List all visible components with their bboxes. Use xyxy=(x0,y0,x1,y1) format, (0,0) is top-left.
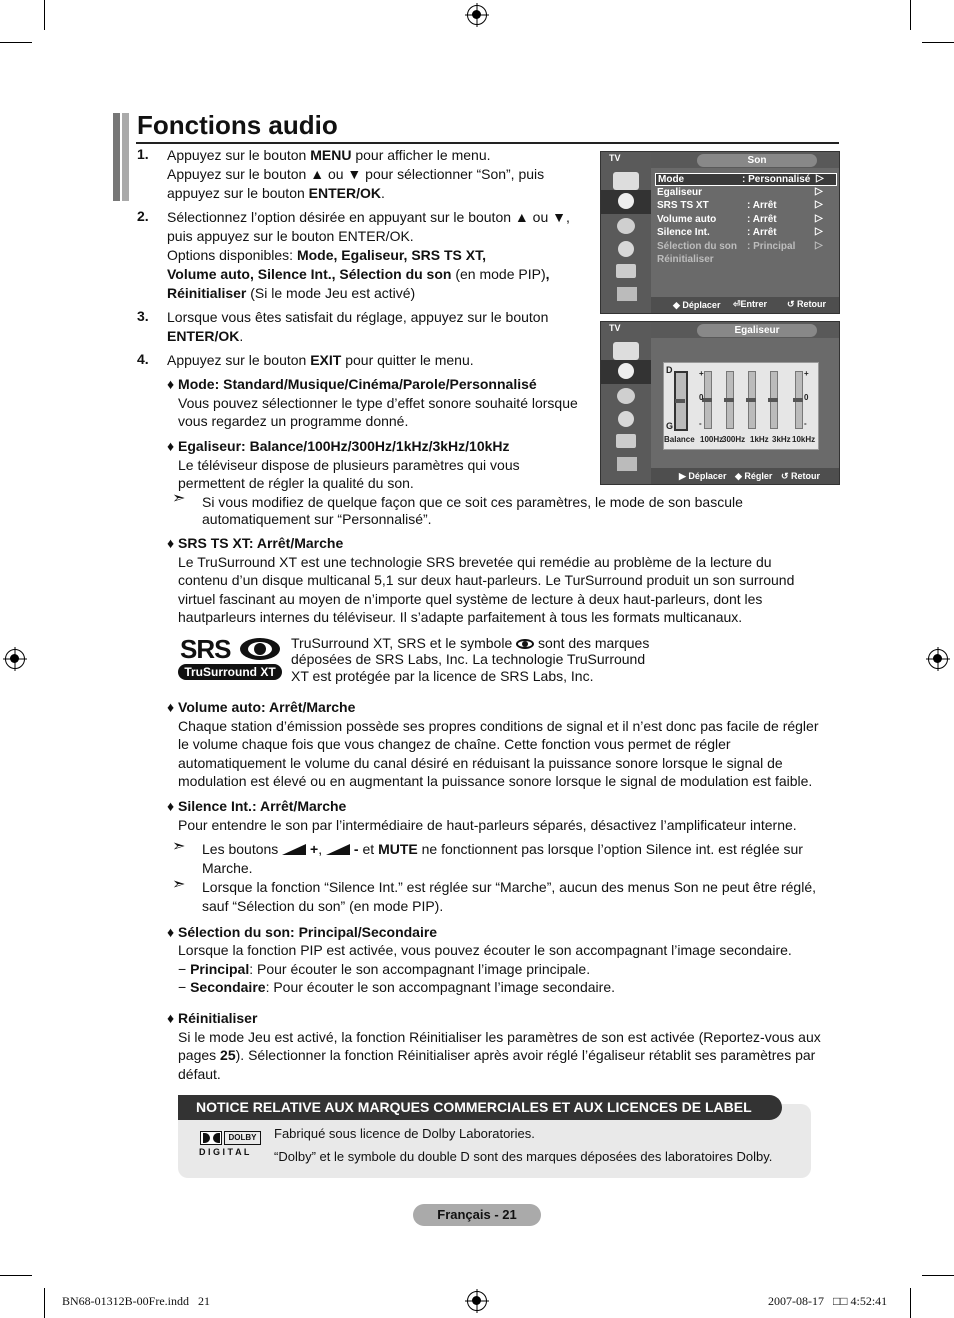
dolby-logo xyxy=(198,1130,264,1160)
tv-menu-son xyxy=(600,151,840,314)
eq-scale-mark: - xyxy=(804,419,807,428)
page-title: Fonctions audio xyxy=(137,110,338,140)
step-number: 4. xyxy=(137,351,149,367)
registration-mark-icon xyxy=(928,649,948,669)
menu-content xyxy=(651,338,839,468)
footer-move: ▶ Déplacer xyxy=(679,471,727,481)
page-number: Français - 21 xyxy=(413,1204,541,1226)
step-line: Réinitialiser (Si le mode Jeu est activé) xyxy=(167,285,416,301)
menu-row-value: : Arrêt xyxy=(747,214,777,225)
mode-heading: ♦ Mode: Standard/Musique/Cinéma/Parole/Personnalisé xyxy=(167,376,537,392)
menu-header: Egaliseur xyxy=(697,324,817,337)
input-icon xyxy=(616,434,636,448)
silence-heading: ♦ Silence Int.: Arrêt/Marche xyxy=(167,798,347,814)
note-arrow-icon: ➣ xyxy=(172,876,186,893)
eq-slider[interactable] xyxy=(795,371,803,429)
menu-row-label: Egaliseur xyxy=(657,187,703,198)
menu-content xyxy=(651,168,839,297)
channel-icon xyxy=(617,388,635,404)
step-line: Volume auto, Silence Int., Sélection du son (en mode PIP), xyxy=(167,266,550,282)
tv-label: TV xyxy=(609,323,621,333)
step-number: 1. xyxy=(137,146,149,162)
application-icon xyxy=(617,287,637,301)
reinit-body-1: Si le mode Jeu est activé, la fonction Réinitialiser les paramètres de son est activée (Reportez-vous aux xyxy=(178,1029,821,1045)
sound-icon[interactable] xyxy=(618,363,634,379)
notice-line-2: “Dolby” et le symbole du double D sont des marques déposées des laboratoires Dolby. xyxy=(274,1149,773,1164)
menu-row-arrow-icon: ▷ xyxy=(815,213,823,224)
step-line: Sélectionnez l’option désirée en appuyant sur le bouton ▲ ou ▼, xyxy=(167,209,570,225)
step-line: appuyez sur le bouton ENTER/OK. xyxy=(167,185,385,201)
title-bar-decoration xyxy=(122,113,129,201)
silence-note-2b: sauf “Sélection du son” (en mode PIP). xyxy=(202,898,444,914)
footer-back: ↺ Retour xyxy=(781,471,821,481)
silence-note-2: Lorsque la fonction “Silence Int.” est réglée sur “Marche”, aucun des menus Son ne peut être réglé, xyxy=(202,879,817,895)
selection-body: Lorsque la fonction PIP est activée, vous pouvez écouter le son accompagnant l’image secondaire. xyxy=(178,942,792,958)
eq-scale-mark: 0 xyxy=(699,393,704,402)
menu-row[interactable] xyxy=(655,227,837,240)
footer-back: ↺ Retour xyxy=(787,299,827,309)
srs-logo-text: SRS xyxy=(180,634,231,664)
egaliseur-heading: ♦ Egaliseur: Balance/100Hz/300Hz/1kHz/3kHz/10kHz xyxy=(167,438,510,454)
footer-move: ◆ Déplacer xyxy=(673,300,721,310)
volume-body-1: Chaque station d’émission possède ses propres conditions de signal et il n’est donc pas facile de régler xyxy=(178,718,819,734)
srs-body-4: hautparleurs internes du téléviseur. Il s’adapte parfaitement à tous les formats multicanaux. xyxy=(178,609,743,625)
sound-icon[interactable] xyxy=(618,193,634,209)
step-line: Options disponibles: Mode, Egaliseur, SRS TS XT, xyxy=(167,247,487,263)
footer-adjust: ◆ Régler xyxy=(735,471,773,481)
volume-down-icon xyxy=(326,844,350,855)
eq-scale-mark: 0 xyxy=(804,393,809,402)
reinit-heading: ♦ Réinitialiser xyxy=(167,1010,258,1026)
menu-row[interactable] xyxy=(655,241,837,254)
srs-body-1: Le TruSurround XT est une technologie SRS brevetée qui remédie au problème de la lecture du xyxy=(178,554,772,570)
menu-row-value: : Arrêt xyxy=(747,227,777,238)
silence-note-1: Les boutons +, - et MUTE ne fonctionnent pas lorsque l’option Silence int. est réglée sur xyxy=(202,841,803,857)
menu-row-arrow-icon: ▷ xyxy=(816,173,824,184)
eq-d-label: D xyxy=(666,365,673,375)
step-line: puis appuyez sur le bouton ENTER/OK. xyxy=(167,228,414,244)
eq-slider-knob[interactable] xyxy=(746,398,756,402)
volume-heading: ♦ Volume auto: Arrêt/Marche xyxy=(167,699,356,715)
menu-row-label: Silence Int. xyxy=(657,227,710,238)
step-line: Lorsque vous êtes satisfait du réglage, appuyez sur le bouton xyxy=(167,309,549,325)
menu-row-label: SRS TS XT xyxy=(657,200,709,211)
menu-row-arrow-icon: ▷ xyxy=(815,199,823,210)
menu-row-label: Mode xyxy=(658,174,685,185)
eq-slider[interactable] xyxy=(748,371,756,429)
eq-slider-knob[interactable] xyxy=(675,399,685,403)
menu-row[interactable] xyxy=(655,173,837,186)
reinit-body-3: défaut. xyxy=(178,1066,221,1082)
reinit-body-2: pages 25). Sélectionner la fonction Réinitialiser après avoir réglé l’égaliseur rétablit ses paramètres par xyxy=(178,1047,816,1063)
srs-logo-sub: TruSurround XT xyxy=(178,664,282,680)
menu-row-label: Volume auto xyxy=(657,214,717,225)
mode-body-1: Vous pouvez sélectionner le type d’effet sonore souhaité lorsque xyxy=(178,395,578,411)
srs-trademark-1: TruSurround XT, SRS et le symbole sont des marques xyxy=(291,635,650,651)
step-line: Appuyez sur le bouton MENU pour afficher le menu. xyxy=(167,147,491,163)
dolby-double-d-icon xyxy=(200,1131,222,1145)
egaliseur-body-1: Le téléviseur dispose de plusieurs paramètres qui vous xyxy=(178,457,520,473)
silence-note-1b: Marche. xyxy=(202,860,253,876)
selection-heading: ♦ Sélection du son: Principal/Secondaire xyxy=(167,924,438,940)
menu-row-value: : Arrêt xyxy=(747,200,777,211)
eq-scale-mark: + xyxy=(804,369,809,378)
srs-heading: ♦ SRS TS XT: Arrêt/Marche xyxy=(167,535,344,551)
step-number: 3. xyxy=(137,308,149,324)
eq-slider[interactable] xyxy=(704,371,712,429)
volume-body-4: modulation est élevé ou en augmentant la puissance sonore lorsque le signal de modulation est faible. xyxy=(178,773,813,789)
application-icon xyxy=(617,457,637,471)
registration-mark-icon xyxy=(467,1291,487,1311)
menu-row[interactable] xyxy=(655,214,837,227)
menu-row-arrow-icon: ▷ xyxy=(815,186,823,197)
menu-row[interactable] xyxy=(655,187,837,200)
picture-icon xyxy=(613,172,639,190)
eq-slider[interactable] xyxy=(770,371,778,429)
menu-row-label: Sélection du son xyxy=(657,241,738,252)
title-rule xyxy=(136,142,839,144)
srs-body-2: contenu d’un disque multicanal 5,1 sur deux haut-parleurs. Le TurSurround produit un son surround xyxy=(178,572,795,588)
dolby-word: DOLBY xyxy=(224,1131,261,1145)
egaliseur-note-2: automatiquement sur “Personnalisé”. xyxy=(202,511,432,527)
srs-trademark-2: déposées de SRS Labs, Inc. La technologie TruSurround xyxy=(291,651,646,667)
menu-row-arrow-icon: ▷ xyxy=(815,226,823,237)
setup-icon xyxy=(618,241,634,257)
eq-band-label: 10kHz xyxy=(792,435,816,444)
egaliseur-note-1: Si vous modifiez de quelque façon que ce soit ces paramètres, le mode de son bascule xyxy=(202,494,743,510)
eq-band-label: 1kHz xyxy=(750,435,769,444)
menu-row-arrow-icon: ▷ xyxy=(815,240,823,251)
srs-trademark-3: XT est protégée par la licence de SRS Labs, Inc. xyxy=(291,668,594,684)
registration-mark-icon xyxy=(5,649,25,669)
srs-body-3: virtuel fascinant au moyen de n’importe quel système de lecture à deux haut-parleurs, dont les xyxy=(178,591,763,607)
eq-band-label: 3kHz xyxy=(772,435,791,444)
picture-icon xyxy=(613,342,639,360)
step-line: Appuyez sur le bouton ▲ ou ▼ pour sélectionner “Son”, puis xyxy=(167,166,545,182)
setup-icon xyxy=(618,411,634,427)
step-number: 2. xyxy=(137,208,149,224)
menu-row-value: : Principal xyxy=(747,241,796,252)
menu-footer xyxy=(651,468,839,484)
eq-band-label: Balance xyxy=(664,435,695,444)
step-line: Appuyez sur le bouton EXIT pour quitter le menu. xyxy=(167,352,474,368)
eq-slider-knob[interactable] xyxy=(793,398,803,402)
note-arrow-icon: ➣ xyxy=(172,838,186,855)
slug-file: BN68-01312B-00Fre.indd 21 xyxy=(62,1294,210,1308)
eq-band-label: 300Hz xyxy=(722,435,746,444)
eq-band-label: 100Hz xyxy=(700,435,724,444)
eq-g-label: G xyxy=(666,421,674,431)
eq-slider-knob[interactable] xyxy=(702,398,712,402)
menu-row[interactable] xyxy=(655,254,837,267)
footer-enter: ⏎Entrer xyxy=(733,299,768,309)
channel-icon xyxy=(617,218,635,234)
step-line: ENTER/OK. xyxy=(167,328,244,344)
volume-up-icon xyxy=(282,844,306,855)
menu-row-label: Réinitialiser xyxy=(657,254,714,265)
registration-mark-icon xyxy=(467,5,487,25)
volume-body-2: le volume chaque fois que vous changez de chaîne. Cette fonction vous permet de régler xyxy=(178,736,731,752)
mode-body-2: vous regardez un programme donné. xyxy=(178,413,409,429)
egaliseur-body-2: permettent de régler la qualité du son. xyxy=(178,475,414,491)
notice-header: NOTICE RELATIVE AUX MARQUES COMMERCIALES ET AUX LICENCES DE LABEL xyxy=(178,1095,782,1120)
equalizer-panel xyxy=(663,362,819,450)
eq-slider-knob[interactable] xyxy=(724,398,734,402)
title-bar-decoration xyxy=(113,113,120,201)
note-arrow-icon: ➣ xyxy=(172,490,186,507)
eq-scale-mark: - xyxy=(699,419,702,428)
srs-eye-icon xyxy=(240,638,280,660)
menu-row[interactable] xyxy=(655,200,837,213)
menu-footer xyxy=(651,297,839,313)
menu-header: Son xyxy=(697,154,817,167)
input-icon xyxy=(616,264,636,278)
eq-scale-mark: + xyxy=(699,369,704,378)
volume-body-3: automatiquement le volume du canal désiré en réduisant la puissance sonore lorsque le signal de xyxy=(178,755,783,771)
menu-row-value: : Personnalisé xyxy=(742,174,811,185)
srs-eye-small-icon xyxy=(516,639,534,649)
tv-menu-egaliseur xyxy=(600,321,840,485)
dolby-sub: D I G I T A L xyxy=(199,1147,250,1157)
tv-label: TV xyxy=(609,153,621,163)
selection-secondaire: − Secondaire: Pour écouter le son accompagnant l’image secondaire. xyxy=(178,979,615,995)
srs-logo xyxy=(178,634,283,682)
slug-date: 2007-08-17 □□ 4:52:41 xyxy=(768,1294,888,1308)
eq-slider[interactable] xyxy=(674,371,688,431)
eq-slider[interactable] xyxy=(726,371,734,429)
selection-principal: − Principal: Pour écouter le son accompagnant l’image principale. xyxy=(178,961,591,977)
eq-slider-knob[interactable] xyxy=(768,398,778,402)
notice-line-1: Fabriqué sous licence de Dolby Laboratories. xyxy=(274,1126,535,1141)
silence-body: Pour entendre le son par l’intermédiaire de haut-parleurs séparés, désactivez l’amplificateur interne. xyxy=(178,817,797,833)
